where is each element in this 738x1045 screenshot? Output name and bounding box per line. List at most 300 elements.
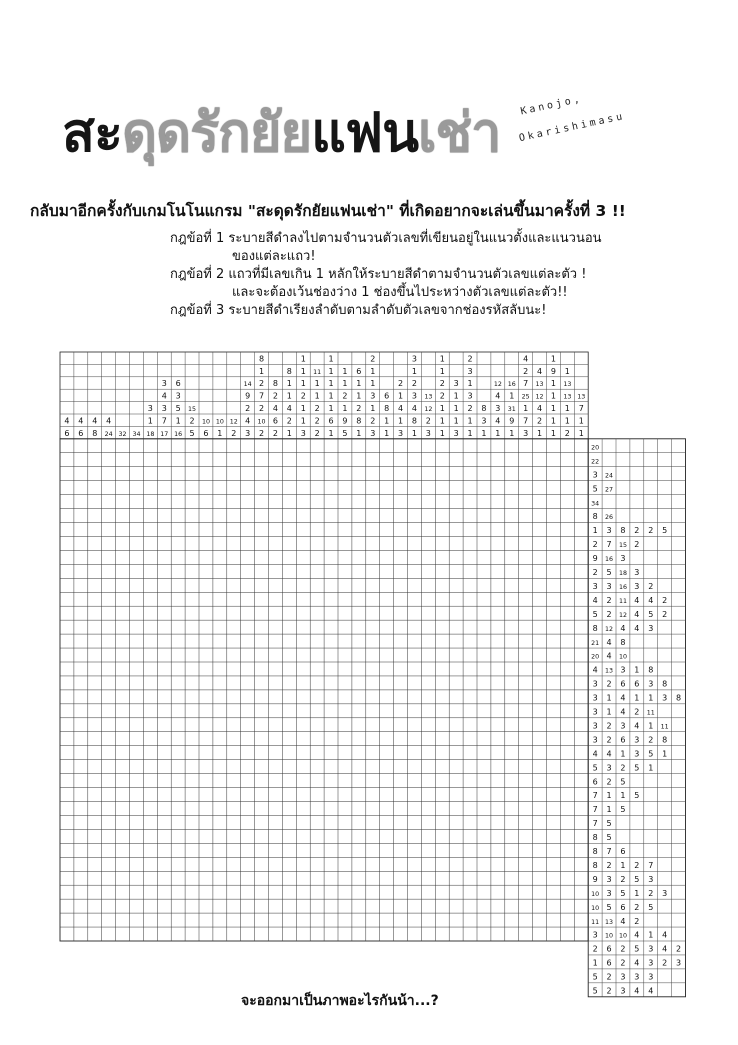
column-clue-number: 3 [411,354,417,364]
column-clue-number: 34 [132,430,141,438]
column-clue-number: 1 [578,428,584,438]
column-clue-number: 6 [175,379,181,389]
column-clue-number: 1 [509,428,515,438]
footer-question: จะออกมาเป็นภาพอะไรกันน้า...? [241,993,439,1009]
column-clue-number: 1 [467,416,473,426]
row-clue-number: 4 [620,623,626,633]
row-clue-number: 4 [620,693,626,703]
column-clue-number: 11 [313,368,322,376]
column-clue-number: 1 [217,428,223,438]
column-clue-number: 7 [523,379,529,389]
rule-1: กฎข้อที่ 1 ระบายสีดำลงไปตามจำนวนตัวเลขที่เขียนอยู่ในแนวตั้งและแนวนอน [170,231,602,246]
row-clue-number: 2 [606,972,612,982]
row-clue-number: 3 [606,888,612,898]
column-clue-number: 12 [424,406,433,413]
row-clue-number: 3 [648,874,654,884]
column-clue-number: 1 [300,404,306,413]
row-clue-number: 2 [634,707,640,717]
column-clue-number: 10 [215,418,224,426]
column-clue-number: 2 [370,354,376,364]
column-clue-number: 2 [411,379,417,389]
row-clue-number: 11 [646,709,655,717]
column-clue-number: 4 [92,416,98,426]
row-clue-number: 2 [592,540,598,550]
headline: กลับมาอีกครั้งกับเกมโนโนแกรม "สะดุดรักยัยแฟนเช่า" ที่เกิดอยากจะเล่นขึ้นมาครั้งที่ 3 !! [30,202,626,220]
column-clue-number: 13 [424,393,433,401]
row-clue-number: 5 [592,609,598,619]
row-clue-number: 2 [648,581,654,591]
row-clue-number: 8 [592,833,598,843]
row-clue-number: 3 [620,554,626,564]
row-clue-number: 1 [634,693,640,703]
column-clue-number: 9 [550,366,556,376]
row-clue-number: 3 [592,721,598,731]
row-clue-number: 1 [634,888,640,898]
column-clue-number: 5 [175,404,181,413]
column-clue-number: 6 [64,428,70,438]
row-clue-number: 3 [592,930,598,940]
title-subtitle-2: Okarishimasu [518,110,627,145]
column-clue-number: 1 [328,428,334,438]
rule-3: กฎข้อที่ 3 ระบายสีดำเรียงลำดับตามลำดับตัวเลขจากช่องรหัสลับนะ! [170,303,547,318]
column-clue-number: 1 [509,391,515,401]
row-clue-number: 4 [634,595,640,605]
row-clue-number: 5 [592,763,598,773]
column-clue-number: 1 [550,391,556,401]
row-clue-number: 6 [620,902,626,912]
column-clue-number: 25 [521,393,530,401]
row-clue-number: 3 [634,581,640,591]
row-clue-number: 10 [591,890,600,898]
row-clue-number: 4 [648,986,654,996]
column-clue-number: 8 [411,416,417,426]
column-clue-number: 4 [161,391,167,401]
column-clue-number: 1 [453,416,459,426]
row-clue-number: 5 [634,791,640,801]
row-clue-number: 4 [648,595,654,605]
column-clue-number: 1 [300,379,306,389]
column-clue-number: 1 [342,366,348,376]
column-clue-number: 4 [245,416,251,426]
column-clue-number: 2 [467,354,473,364]
row-clue-number: 2 [592,944,598,954]
row-clue-number: 13 [605,918,614,926]
row-clue-number: 3 [662,888,668,898]
column-clue-number: 1 [370,379,376,389]
column-clue-number: 1 [300,354,306,364]
column-clue-number: 2 [356,404,362,413]
column-clue-number: 1 [550,354,556,364]
row-clue-number: 2 [634,540,640,550]
column-clue-number: 3 [467,391,473,401]
column-clue-number: 2 [245,404,251,413]
row-clue-number: 3 [592,581,598,591]
row-clue-number: 1 [606,707,612,717]
column-clue-number: 1 [286,428,292,438]
row-clue-number: 1 [634,665,640,675]
row-clue-number: 3 [592,470,598,480]
column-clue-number: 3 [175,391,181,401]
column-clue-number: 3 [481,416,487,426]
column-clue-number: 1 [550,379,556,389]
column-clue-number: 4 [495,416,501,426]
row-clue-number: 3 [606,526,612,536]
column-clue-number: 2 [425,416,431,426]
row-clue-number: 1 [648,693,654,703]
row-clue-number: 3 [620,972,626,982]
row-clue-number: 2 [606,777,612,787]
column-clue-number: 4 [78,416,84,426]
row-clue-number: 8 [592,512,598,522]
row-clue-number: 3 [676,958,682,968]
column-clue-number: 1 [537,428,543,438]
rule-2-cont: และจะต้องเว้นช่องว่าง 1 ช่องขึ้นไประหว่างตัวเลขแต่ละตัว!! [232,285,568,300]
row-clue-number: 4 [634,958,640,968]
row-clue-number: 12 [618,611,627,619]
column-clue-number: 17 [160,430,169,438]
row-clue-number: 4 [592,665,598,675]
row-clue-number: 1 [662,749,668,759]
column-clue-number: 1 [550,416,556,426]
row-clue-number: 2 [648,526,654,536]
row-clue-number: 11 [591,918,600,926]
row-clue-number: 20 [591,444,600,452]
column-clue-number: 4 [64,416,70,426]
row-clue-number: 4 [606,637,612,647]
column-clue-number: 3 [425,428,431,438]
column-clue-number: 1 [328,354,334,364]
row-clue-number: 16 [605,556,614,564]
row-clue-number: 34 [591,500,600,508]
column-clue-number: 2 [398,379,404,389]
title-part: ดุดรัก [121,101,250,164]
column-clue-number: 13 [535,381,544,389]
row-clue-number: 3 [648,972,654,982]
column-clue-number: 3 [370,391,376,401]
column-clue-number: 1 [328,379,334,389]
row-clue-number: 3 [648,623,654,633]
row-clue-number: 7 [606,847,612,856]
row-clue-number: 26 [605,514,614,522]
column-clue-number: 9 [245,391,251,401]
column-clue-number: 24 [104,430,113,438]
row-clue-number: 5 [648,609,654,619]
row-clue-number: 11 [618,597,627,605]
column-clue-number: 4 [272,404,278,413]
row-clue-number: 2 [620,763,626,773]
column-clue-number: 7 [259,391,265,401]
column-clue-number: 2 [370,416,376,426]
row-clue-number: 15 [618,542,627,550]
column-clue-number: 8 [481,404,487,413]
column-clue-number: 10 [201,418,210,426]
row-clue-number: 2 [620,944,626,954]
column-clue-number: 1 [453,404,459,413]
row-clue-number: 4 [634,986,640,996]
title-part: ยัย [249,101,312,164]
row-clue-number: 3 [634,972,640,982]
rule-2: กฎข้อที่ 2 แถวที่มีเลขเกิน 1 หลักให้ระบายสีดำตามจำนวนตัวเลขแต่ละตัว ! [170,267,587,282]
column-clue-number: 1 [286,379,292,389]
column-clue-number: 2 [300,391,306,401]
row-clue-number: 4 [634,609,640,619]
column-clue-number: 2 [272,428,278,438]
row-clue-number: 2 [606,860,612,870]
row-clue-number: 3 [648,679,654,689]
column-clue-number: 3 [245,428,251,438]
column-clue-number: 2 [259,404,265,413]
row-clue-number: 2 [634,526,640,536]
row-clue-number: 4 [606,749,612,759]
column-clue-number: 2 [231,428,237,438]
column-clue-number: 3 [161,404,167,413]
row-clue-number: 6 [606,958,612,968]
column-clue-number: 3 [523,428,529,438]
row-clue-number: 5 [662,526,668,536]
column-clue-number: 1 [398,391,404,401]
row-clue-number: 3 [634,568,640,577]
column-clue-number: 5 [342,428,348,438]
row-clue-number: 7 [648,860,654,870]
row-clue-number: 4 [592,595,598,605]
row-clue-number: 13 [605,667,614,675]
column-clue-number: 1 [439,428,445,438]
row-clue-number: 1 [592,526,598,536]
row-clue-number: 4 [592,749,598,759]
column-clue-number: 1 [175,416,181,426]
column-clue-number: 1 [286,391,292,401]
column-clue-number: 18 [146,430,155,438]
row-clue-number: 2 [676,944,682,954]
row-clue-number: 5 [592,484,598,494]
column-clue-number: 1 [342,404,348,413]
row-clue-number: 2 [606,679,612,689]
column-clue-number: 1 [398,416,404,426]
title-part: แฟน [311,101,419,164]
column-clue-number: 13 [563,393,572,401]
row-clue-number: 2 [648,888,654,898]
row-clue-number: 2 [662,595,668,605]
column-clue-number: 3 [467,366,473,376]
column-clue-number: 4 [523,354,529,364]
column-clue-number: 8 [286,366,292,376]
row-clue-number: 4 [662,944,668,954]
row-clue-number: 4 [662,930,668,940]
column-clue-number: 2 [467,404,473,413]
title-subtitle-1: Kanojo, [519,93,584,118]
column-clue-number: 4 [411,404,417,413]
row-clue-number: 12 [605,625,614,633]
row-clue-number: 8 [592,623,598,633]
column-clue-number: 6 [328,416,334,426]
column-clue-number: 3 [495,404,501,413]
row-clue-number: 3 [606,874,612,884]
column-clue-number: 4 [537,404,543,413]
column-clue-number: 31 [507,406,516,413]
column-clue-number: 1 [564,404,570,413]
row-clue-number: 3 [648,958,654,968]
column-clue-number: 3 [300,428,306,438]
column-clue-number: 1 [328,366,334,376]
row-clue-number: 10 [618,932,627,940]
column-clue-number: 6 [203,428,209,438]
row-clue-number: 5 [634,763,640,773]
column-clue-number: 7 [161,416,167,426]
column-clue-number: 2 [564,428,570,438]
column-clue-number: 1 [439,366,445,376]
row-clue-number: 6 [620,735,626,745]
rule-1-cont: ของแต่ละแถว! [232,249,316,264]
column-clue-number: 2 [342,391,348,401]
column-clue-number: 1 [384,416,390,426]
column-clue-number: 3 [161,379,167,389]
column-clue-number: 1 [578,416,584,426]
row-clue-number: 7 [592,819,598,829]
column-clue-number: 1 [370,404,376,413]
row-clue-number: 4 [634,721,640,731]
column-clue-number: 1 [259,366,265,376]
column-clue-number: 3 [147,404,153,413]
row-clue-number: 2 [606,609,612,619]
column-clue-number: 1 [467,379,473,389]
row-clue-number: 5 [634,944,640,954]
column-clue-number: 1 [300,366,306,376]
row-clue-number: 27 [605,486,614,494]
row-clue-number: 1 [648,763,654,773]
column-clue-number: 9 [509,416,515,426]
row-clue-number: 4 [620,916,626,926]
column-clue-number: 8 [384,404,390,413]
row-clue-number: 22 [591,458,600,466]
row-clue-number: 8 [592,860,598,870]
column-clue-number: 3 [411,391,417,401]
row-clue-number: 8 [620,526,626,536]
row-clue-number: 4 [634,930,640,940]
column-clue-number: 1 [328,404,334,413]
column-clue-number: 2 [537,416,543,426]
column-clue-number: 1 [384,428,390,438]
row-clue-number: 8 [662,735,668,745]
column-clue-number: 1 [356,391,362,401]
row-clue-number: 6 [606,944,612,954]
column-clue-number: 2 [523,366,529,376]
column-clue-number: 1 [147,416,153,426]
column-clue-number: 1 [467,428,473,438]
row-clue-number: 1 [606,693,612,703]
column-clue-number: 3 [453,379,459,389]
column-clue-number: 2 [286,416,292,426]
column-clue-number: 4 [495,391,501,401]
column-clue-number: 1 [453,391,459,401]
column-clue-number: 6 [356,366,362,376]
row-clue-number: 20 [591,653,600,661]
column-clue-number: 1 [314,391,320,401]
column-clue-number: 2 [439,379,445,389]
row-clue-number: 6 [620,847,626,856]
column-clue-number: 1 [550,428,556,438]
row-clue-number: 2 [634,860,640,870]
column-clue-number: 4 [106,416,112,426]
row-clue-number: 6 [620,679,626,689]
row-clue-number: 2 [662,609,668,619]
column-clue-number: 1 [550,404,556,413]
column-clue-number: 6 [272,416,278,426]
row-clue-number: 2 [606,721,612,731]
title-part: สะ [62,101,122,164]
row-clue-number: 5 [648,749,654,759]
row-clue-number: 8 [620,637,626,647]
row-clue-number: 2 [620,958,626,968]
column-clue-number: 2 [439,391,445,401]
title-part: เช่า [418,101,501,164]
row-clue-number: 6 [634,679,640,689]
column-clue-number: 1 [370,366,376,376]
column-clue-number: 1 [356,379,362,389]
row-clue-number: 3 [592,693,598,703]
row-clue-number: 8 [648,665,654,675]
row-clue-number: 1 [648,930,654,940]
row-clue-number: 5 [634,874,640,884]
row-clue-number: 5 [648,902,654,912]
row-clue-number: 18 [618,570,627,577]
row-clue-number: 3 [648,944,654,954]
row-clue-number: 2 [592,568,598,577]
row-clue-number: 5 [606,568,612,577]
column-clue-number: 6 [78,428,84,438]
column-clue-number: 7 [523,416,529,426]
row-clue-number: 3 [592,679,598,689]
column-clue-number: 8 [92,428,98,438]
row-clue-number: 7 [606,540,612,550]
row-clue-number: 21 [591,639,600,647]
column-clue-number: 12 [229,418,238,426]
column-clue-number: 2 [314,404,320,413]
row-clue-number: 8 [662,679,668,689]
row-clue-number: 5 [606,819,612,829]
row-clue-number: 2 [606,595,612,605]
column-clue-number: 16 [174,430,183,438]
row-clue-number: 5 [606,833,612,843]
column-clue-number: 32 [118,430,127,438]
row-clue-number: 24 [605,472,614,480]
column-clue-number: 2 [272,391,278,401]
column-clue-number: 8 [272,379,278,389]
column-clue-number: 10 [257,418,266,426]
row-clue-number: 3 [592,735,598,745]
row-clue-number: 1 [620,791,626,801]
column-clue-number: 1 [342,379,348,389]
row-clue-number: 3 [662,693,668,703]
column-clue-number: 1 [439,404,445,413]
row-clue-number: 4 [606,651,612,661]
row-clue-number: 8 [676,693,682,703]
column-clue-number: 4 [398,404,404,413]
row-clue-number: 3 [620,986,626,996]
row-clue-number: 11 [660,723,669,731]
column-clue-number: 1 [564,416,570,426]
column-clue-number: 4 [286,404,292,413]
row-clue-number: 1 [648,721,654,731]
column-clue-number: 2 [259,428,265,438]
row-clue-number: 3 [620,721,626,731]
row-clue-number: 2 [648,735,654,745]
row-clue-number: 9 [592,554,598,564]
column-clue-number: 3 [453,428,459,438]
row-clue-number: 4 [634,623,640,633]
row-clue-number: 7 [592,805,598,815]
column-clue-number: 1 [564,366,570,376]
column-clue-number: 1 [523,404,529,413]
